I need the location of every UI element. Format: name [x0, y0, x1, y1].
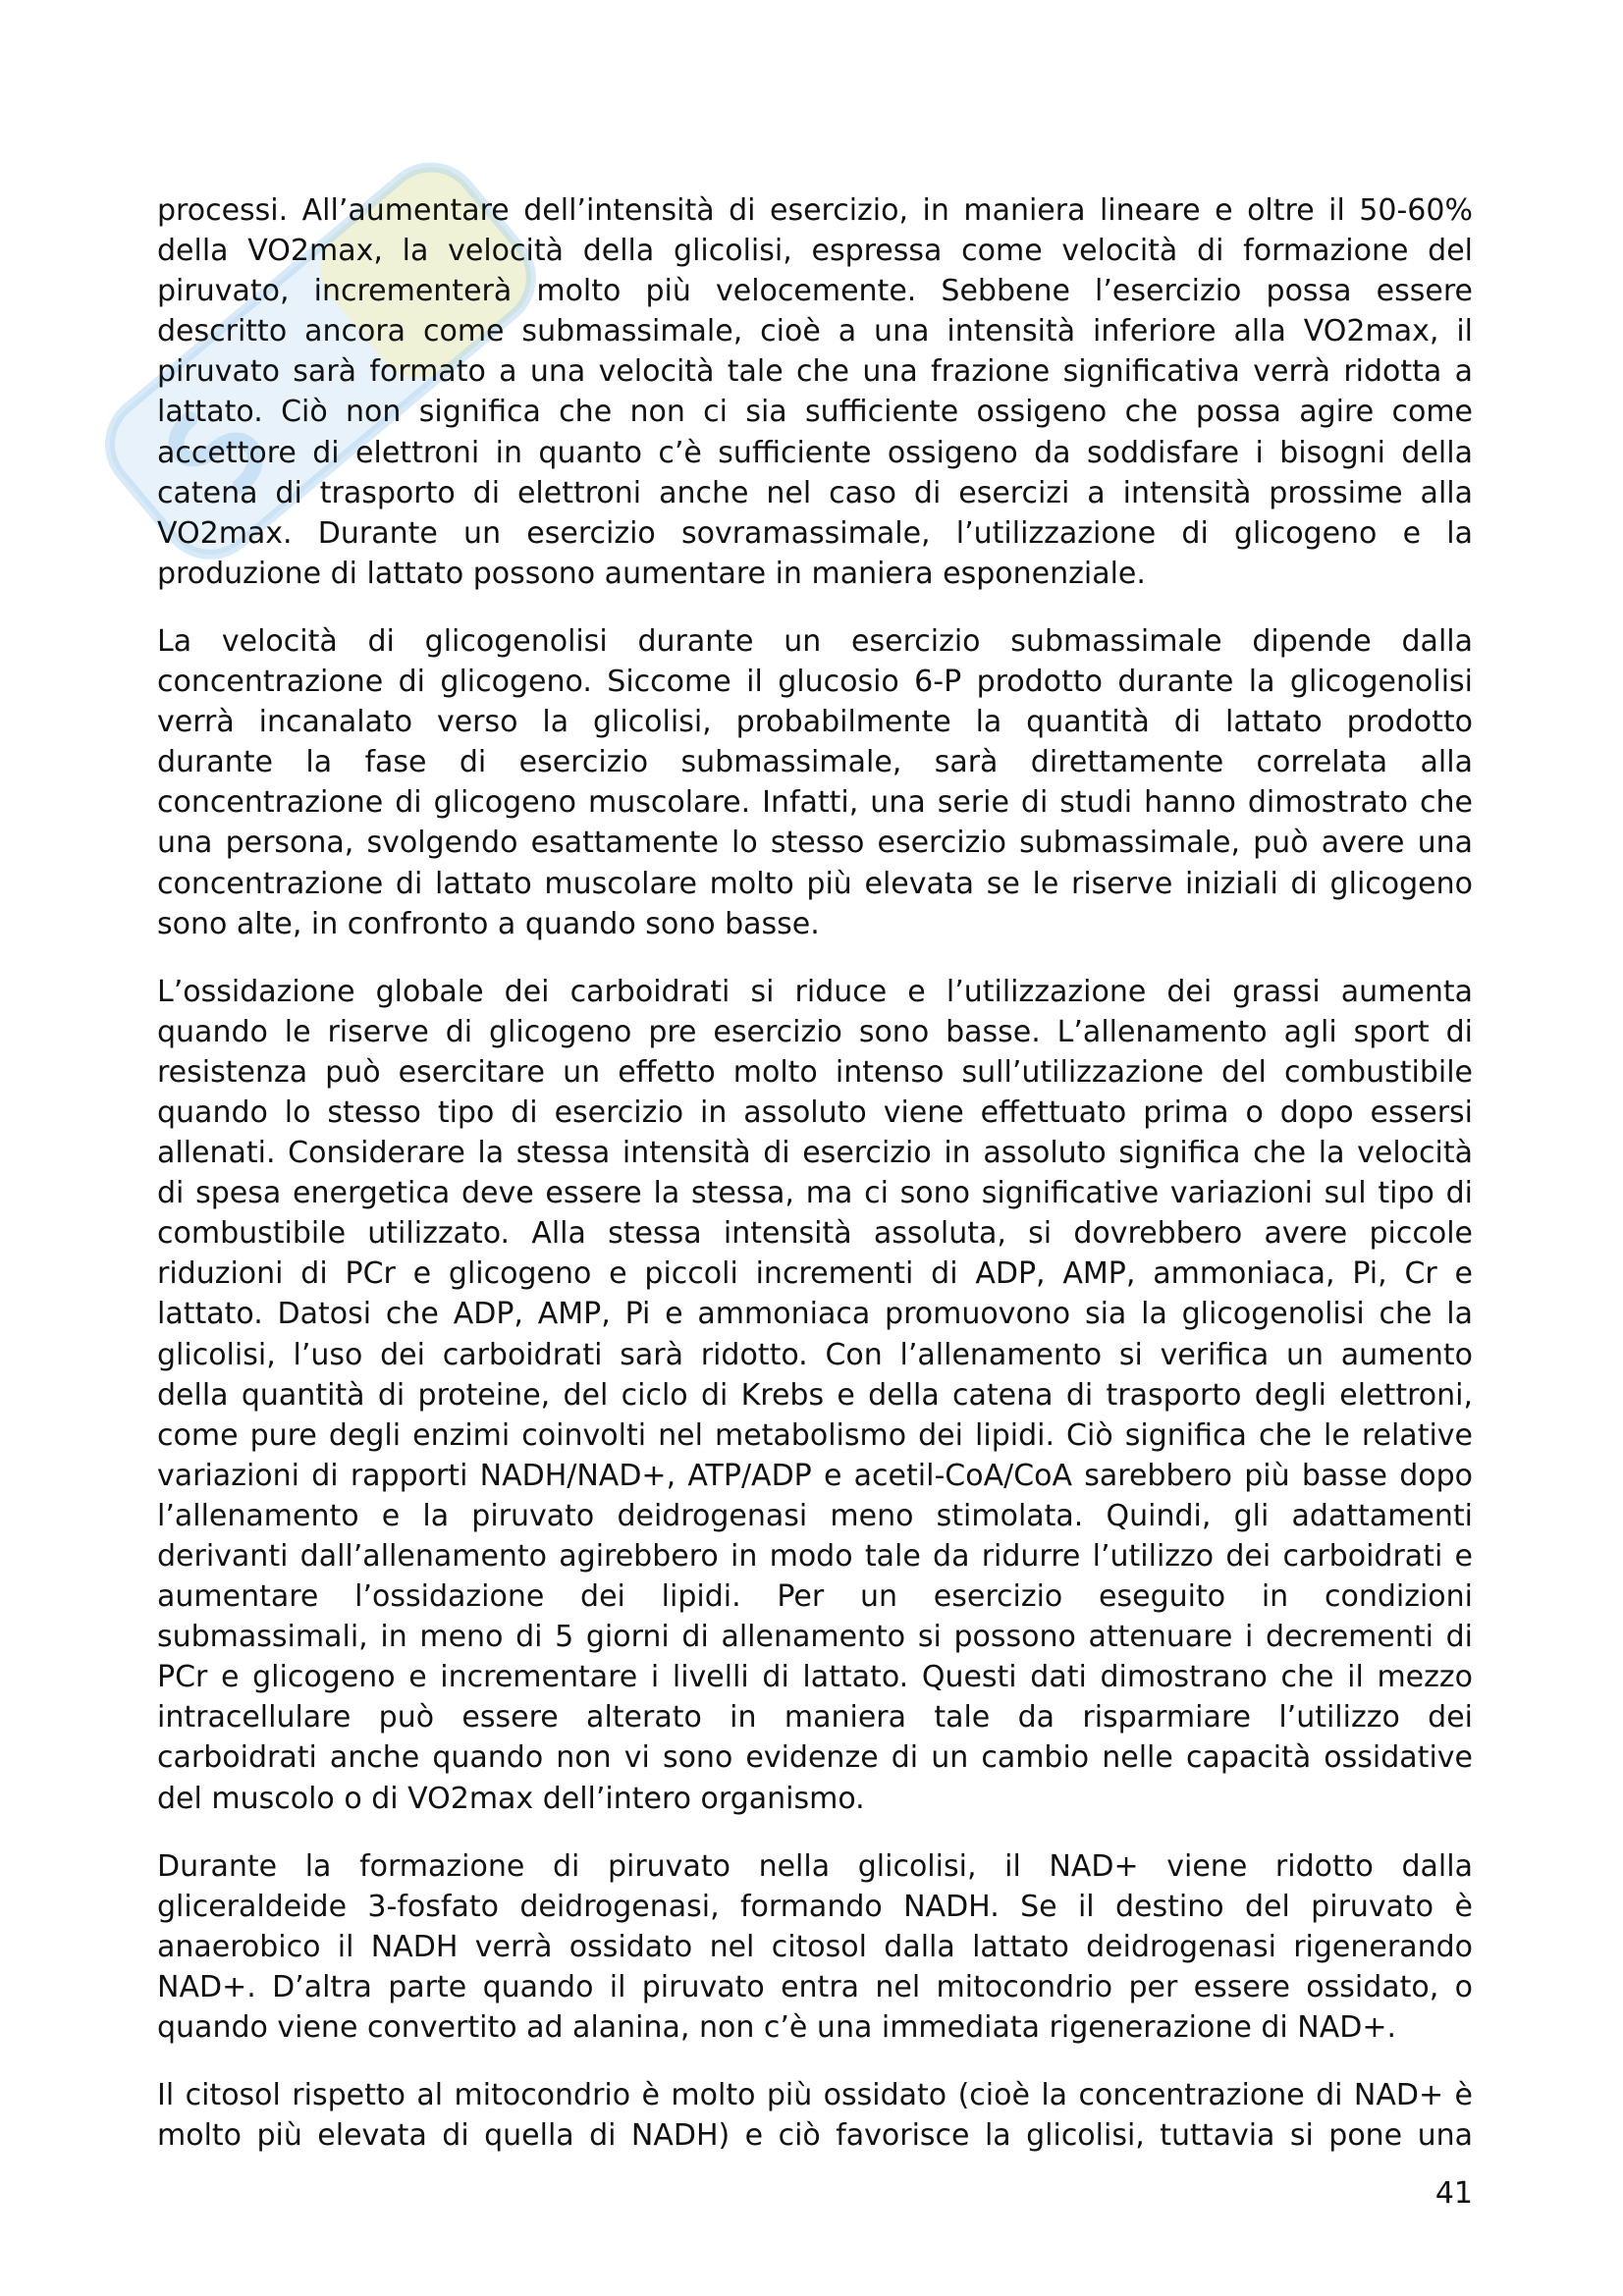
- text-line: aumentare l’ossidazione dei lipidi. Per un esercizio eseguito in condizioni: [157, 1579, 1473, 1615]
- paragraph-1: [157, 190, 1473, 594]
- text-line: molto più elevata di quella di NADH) e ciò favorisce la glicolisi, tuttavia si pone una: [157, 2118, 1473, 2154]
- text-line: carboidrati anche quando non vi sono evidenze di un cambio nelle capacità ossidative: [157, 1740, 1473, 1776]
- text-line: L’ossidazione globale dei carboidrati si riduce e l’utilizzazione dei grassi aumenta: [157, 974, 1473, 1009]
- text-line: gliceraldeide 3-fosfato deidrogenasi, formando NADH. Se il destino del piruvato è: [157, 1889, 1473, 1924]
- text-line: lattato. Ciò non significa che non ci sia sufficiente ossigeno che possa agire come: [157, 395, 1473, 430]
- text-line: sono alte, in confronto a quando sono basse.: [157, 906, 820, 941]
- text-line: NAD+. D’altra parte quando il piruvato entra nel mitocondrio per essere ossidato, o: [157, 1969, 1473, 2004]
- text-line: variazioni di rapporti NADH/NAD+, ATP/ADP e acetil-CoA/CoA sarebbero più basse dopo: [157, 1458, 1473, 1493]
- text-line: intracellulare può essere alterato in maniera tale da risparmiare l’utilizzo dei: [157, 1700, 1473, 1735]
- text-line: catena di trasporto di elettroni anche nel caso di esercizi a intensità prossime alla: [157, 475, 1473, 510]
- text-line: accettore di elettroni in quanto c’è sufficiente ossigeno da soddisfare i bisogni della: [157, 435, 1473, 470]
- text-line: submassimali, in meno di 5 giorni di allenamento si possono attenuare i decrementi di: [157, 1620, 1473, 1655]
- text-line: della VO2max, la velocità della glicolisi, espressa come velocità di formazione del: [157, 234, 1473, 269]
- text-line: descritto ancora come submassimale, cioè a una intensità inferiore alla VO2max, il: [157, 314, 1473, 349]
- text-line: derivanti dall’allenamento agirebbero in modo tale da ridurre l’utilizzo dei carboidrati e: [157, 1539, 1473, 1574]
- paragraph-2: [157, 621, 1473, 944]
- text-line: concentrazione di glicogeno muscolare. Infatti, una serie di studi hanno dimostrato che: [157, 785, 1473, 821]
- text-line: di spesa energetica deve essere la stessa, ma ci sono significative variazioni sul tipo di: [157, 1176, 1473, 1211]
- text-line: della quantità di proteine, del ciclo di Krebs e della catena di trasporto degli elettroni,: [157, 1377, 1473, 1413]
- text-line: durante la fase di esercizio submassimale, sarà direttamente correlata alla: [157, 745, 1473, 780]
- text-line: l’allenamento e la piruvato deidrogenasi meno stimolata. Quindi, gli adattamenti: [157, 1498, 1473, 1533]
- text-line: come pure degli enzimi coinvolti nel metabolismo dei lipidi. Ciò significa che le relative: [157, 1417, 1473, 1453]
- text-line: quando viene convertito ad alanina, non c’è una immediata rigenerazione di NAD+.: [157, 2010, 1397, 2046]
- text-line: quando lo stesso tipo di esercizio in assoluto viene effettuato prima o dopo essersi: [157, 1095, 1473, 1130]
- text-line: concentrazione di lattato muscolare molto più elevata se le riserve iniziali di glicogeno: [157, 866, 1473, 901]
- text-line: piruvato, incrementerà molto più velocemente. Sebbene l’esercizio possa essere: [157, 274, 1473, 309]
- text-line: combustibile utilizzato. Alla stessa intensità assoluta, si dovrebbero avere piccole: [157, 1216, 1473, 1252]
- text-line: La velocità di glicogenolisi durante un esercizio submassimale dipende dalla: [157, 623, 1473, 659]
- paragraph-5: [157, 2075, 1473, 2156]
- text-line: allenati. Considerare la stessa intensità di esercizio in assoluto significa che la velocità: [157, 1136, 1473, 1171]
- page-number: 41: [1434, 2176, 1473, 2211]
- paragraph-3: [157, 972, 1473, 1819]
- text-line: Durante la formazione di piruvato nella glicolisi, il NAD+ viene ridotto dalla: [157, 1848, 1473, 1884]
- text-line: produzione di lattato possono aumentare in maniera esponenziale.: [157, 556, 1146, 591]
- text-line: piruvato sarà formato a una velocità tale che una frazione significativa verrà ridotta a: [157, 354, 1473, 390]
- text-line: verrà incanalato verso la glicolisi, probabilmente la quantità di lattato prodotto: [157, 705, 1473, 740]
- text-line: glicolisi, l’uso dei carboidrati sarà ridotto. Con l’allenamento si verifica un aumento: [157, 1337, 1473, 1372]
- text-line: concentrazione di glicogeno. Siccome il glucosio 6-P prodotto durante la glicogenolisi: [157, 665, 1473, 700]
- text-line: riduzioni di PCr e glicogeno e piccoli incrementi di ADP, AMP, ammoniaca, Pi, Cr e: [157, 1256, 1473, 1292]
- text-line: del muscolo o di VO2max dell’intero organismo.: [157, 1781, 865, 1816]
- document-body: [157, 190, 1473, 2156]
- text-line: resistenza può esercitare un effetto molto intenso sull’utilizzazione del combustibile: [157, 1054, 1473, 1090]
- text-line: lattato. Datosi che ADP, AMP, Pi e ammoniaca promuovono sia la glicogenolisi che la: [157, 1297, 1473, 1332]
- text-line: processi. All’aumentare dell’intensità di esercizio, in maniera lineare e oltre il 50-60%: [157, 193, 1473, 228]
- text-line: anaerobico il NADH verrà ossidato nel citosol dalla lattato deidrogenasi rigenerando: [157, 1929, 1473, 1964]
- text-line: Il citosol rispetto al mitocondrio è molto più ossidato (cioè la concentrazione di NAD+ è: [157, 2078, 1473, 2113]
- paragraph-4: [157, 1846, 1473, 2048]
- text-line: una persona, svolgendo esattamente lo stesso esercizio submassimale, può avere una: [157, 826, 1473, 861]
- text-line: quando le riserve di glicogeno pre esercizio sono basse. L’allenamento agli sport di: [157, 1014, 1473, 1049]
- text-line: PCr e glicogeno e incrementare i livelli di lattato. Questi dati dimostrano che il mezzo: [157, 1660, 1473, 1695]
- text-line: VO2max. Durante un esercizio sovramassimale, l’utilizzazione di glicogeno e la: [157, 515, 1473, 551]
